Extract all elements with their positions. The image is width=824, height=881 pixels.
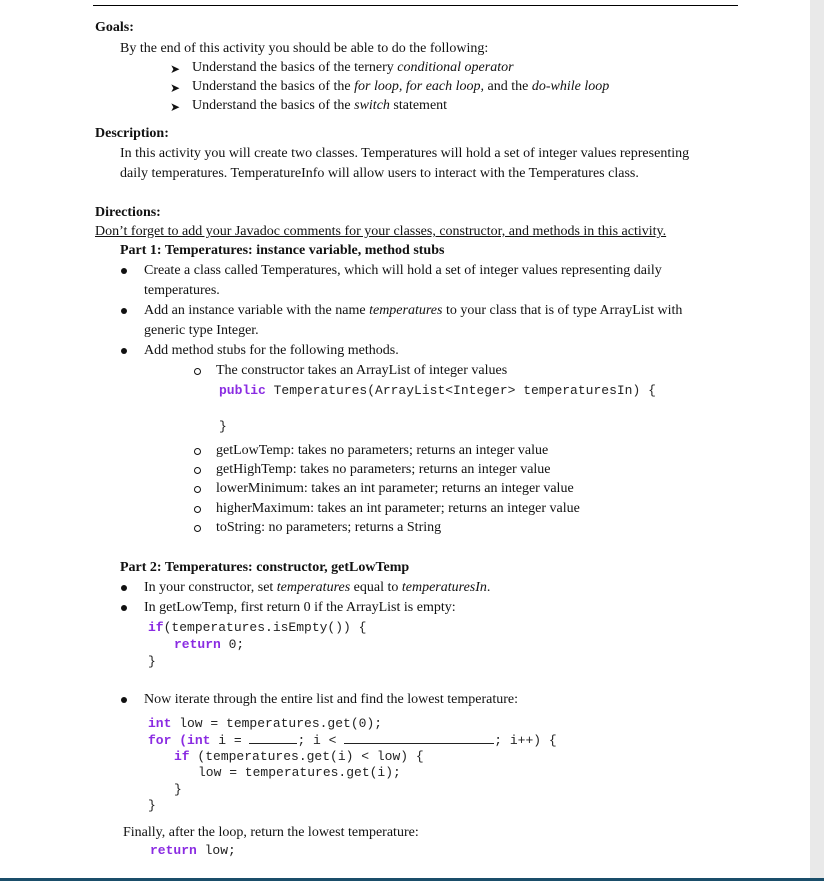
- description-heading: Description:: [95, 126, 169, 141]
- directions-heading: Directions:: [95, 205, 161, 220]
- part2-bullet-3: Now iterate through the entire list and find the lowest temperature:: [144, 692, 518, 707]
- part1-bullet-3: Add method stubs for the following methods.: [144, 343, 399, 358]
- empty-check-code-3: }: [148, 654, 156, 669]
- finally-text: Finally, after the loop, return the lowest temperature:: [123, 825, 419, 840]
- fill-in-blank-end[interactable]: [344, 731, 494, 744]
- method-item-3: lowerMinimum: takes an int parameter; returns an integer value: [216, 481, 574, 496]
- top-rule: [93, 5, 738, 6]
- arrow-bullet-icon: ➤: [170, 100, 181, 114]
- bullet-icon: [121, 268, 127, 274]
- loop-code-1: int low = temperatures.get(0);: [148, 716, 383, 731]
- loop-code-4: low = temperatures.get(i);: [198, 765, 401, 780]
- arrow-bullet-icon: ➤: [170, 62, 181, 76]
- constructor-desc: The constructor takes an ArrayList of integer values: [216, 363, 508, 378]
- goals-heading: Goals:: [95, 20, 134, 35]
- empty-check-code-2: return 0;: [174, 637, 245, 652]
- page-edge: [810, 0, 824, 881]
- bullet-icon: [121, 308, 127, 314]
- goal-item-3: Understand the basics of the switch statement: [192, 98, 448, 113]
- circle-bullet-icon: [194, 448, 201, 455]
- goals-intro: By the end of this activity you should be able to do the following:: [120, 41, 489, 56]
- bullet-icon: [121, 605, 127, 611]
- constructor-code-close: }: [219, 419, 227, 434]
- part1-bullet-2-line-1: Add an instance variable with the name temperatures to your class that is of type ArrayList with: [144, 303, 683, 318]
- circle-bullet-icon: [194, 486, 201, 493]
- arrow-bullet-icon: ➤: [170, 81, 181, 95]
- empty-check-code-1: if(temperatures.isEmpty()) {: [148, 620, 367, 635]
- method-item-5: toString: no parameters; returns a String: [216, 520, 442, 535]
- javadoc-note: Don’t forget to add your Javadoc comments for your classes, constructor, and methods in this activity.: [95, 224, 667, 239]
- description-line-2: daily temperatures. TemperatureInfo will allow users to interact with the Temperatures class.: [120, 166, 639, 181]
- method-item-2: getHighTemp: takes no parameters; returns an integer value: [216, 462, 551, 477]
- bullet-icon: [121, 697, 127, 703]
- goal-item-1: Understand the basics of the ternery conditional operator: [192, 60, 514, 75]
- description-line-1: In this activity you will create two classes. Temperatures will hold a set of integer values representing: [120, 146, 690, 161]
- part1-bullet-2-line-2: generic type Integer.: [144, 323, 259, 338]
- constructor-code: public Temperatures(ArrayList<Integer> temperaturesIn) {: [219, 383, 656, 398]
- circle-bullet-icon: [194, 368, 201, 375]
- loop-code-2: for (int i = ; i < ; i++) {: [148, 733, 557, 748]
- method-item-4: higherMaximum: takes an int parameter; returns an integer value: [216, 501, 580, 516]
- bullet-icon: [121, 585, 127, 591]
- part2-bullet-2: In getLowTemp, first return 0 if the ArrayList is empty:: [144, 600, 456, 615]
- return-code: return low;: [150, 843, 236, 858]
- part1-bullet-1-line-2: temperatures.: [144, 283, 220, 298]
- part1-bullet-1-line-1: Create a class called Temperatures, which will hold a set of integer values representing daily: [144, 263, 662, 278]
- bullet-icon: [121, 348, 127, 354]
- loop-code-3: if (temperatures.get(i) < low) {: [174, 749, 424, 764]
- goal-item-2: Understand the basics of the for loop, for each loop, and the do-while loop: [192, 79, 610, 94]
- part2-heading: Part 2: Temperatures: constructor, getLowTemp: [120, 560, 410, 575]
- fill-in-blank-start[interactable]: [249, 731, 297, 744]
- loop-code-5: }: [174, 782, 182, 797]
- circle-bullet-icon: [194, 506, 201, 513]
- part1-heading: Part 1: Temperatures: instance variable, method stubs: [120, 243, 445, 258]
- loop-code-6: }: [148, 798, 156, 813]
- circle-bullet-icon: [194, 525, 201, 532]
- part2-bullet-1: In your constructor, set temperatures equal to temperaturesIn.: [144, 580, 491, 595]
- method-item-1: getLowTemp: takes no parameters; returns an integer value: [216, 443, 549, 458]
- circle-bullet-icon: [194, 467, 201, 474]
